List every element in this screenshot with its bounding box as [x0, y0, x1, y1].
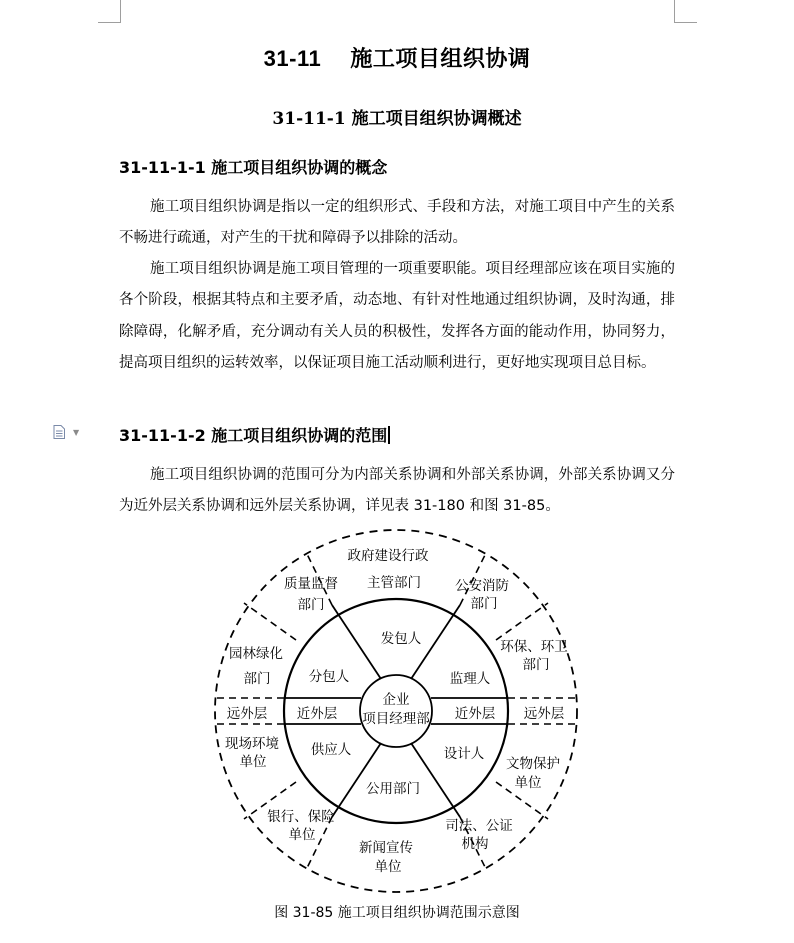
- chapter-title: 31-11 施工项目组织协调: [263, 46, 531, 71]
- outer-label-bottom-right-line2: 机构: [461, 836, 489, 852]
- inner-label-bottom: 公用部门: [366, 781, 420, 797]
- subsection-title-concept: 31-11-1-1 施工项目组织协调的概念: [119, 158, 388, 177]
- paragraph-concept-1: 施工项目组织协调是指以一定的组织形式、手段和方法，对施工项目中产生的关系不畅进行疏通，对产生的干扰和障碍予以排除的活动。: [119, 199, 675, 247]
- paragraph-concept-2: 施工项目组织协调是施工项目管理的一项重要职能。项目经理部应该在项目实施的各个阶段，根据其特点和主要矛盾，动态地、有针对性地通过组织协调，及时沟通，排除障碍，化解矛盾，充分调动有关人员的积极性，发挥各方面的能动作用，协同努力，提高项目组织的运转效率，以保证项目施工活动顺利进行，更好地实现项目总目标。: [119, 261, 675, 371]
- outer-label-left-upper-line1: 园林绿化: [229, 646, 283, 662]
- outer-label-bottom-left-line2: 单位: [288, 827, 316, 843]
- outer-label-left: 远外层: [226, 706, 268, 722]
- outer-label-bottom-line2: 单位: [374, 859, 402, 875]
- outer-label-top-right-line1: 公安消防: [455, 578, 509, 594]
- outer-label-top-line2: 主管部门: [367, 575, 421, 591]
- outer-label-top-left-line1: 质量监督: [284, 576, 338, 592]
- outer-label-left-lower-line2: 单位: [239, 754, 267, 770]
- outer-label-bottom-right-line1: 司法、公证: [445, 818, 513, 834]
- outer-label-right-lower-line1: 文物保护: [506, 756, 560, 772]
- inner-label-lower-right: 设计人: [443, 746, 485, 762]
- outer-label-right: 远外层: [523, 706, 565, 722]
- chevron-down-icon[interactable]: ▼: [73, 428, 80, 437]
- inner-label-top: 发包人: [380, 631, 422, 647]
- outer-label-right-upper-line2: 部门: [522, 657, 550, 673]
- inner-label-right: 近外层: [454, 706, 496, 722]
- inner-label-left: 近外层: [296, 706, 338, 722]
- inner-label-lower-left: 供应人: [310, 742, 352, 758]
- center-label-line2: 项目经理部: [362, 711, 430, 727]
- outer-label-right-upper-line1: 环保、环卫: [500, 639, 568, 655]
- outer-label-right-lower-line2: 单位: [514, 775, 542, 791]
- inner-label-upper-right: 监理人: [449, 671, 491, 687]
- outer-label-bottom-line1: 新闻宣传: [359, 840, 413, 856]
- outer-label-bottom-left-line1: 银行、保险: [267, 809, 335, 825]
- outer-label-top-left-line2: 部门: [297, 597, 325, 613]
- outer-label-left-upper-line2: 部门: [243, 671, 271, 687]
- subsection-title-scope-text: 31-11-1-2 施工项目组织协调的范围: [119, 426, 388, 445]
- center-label-line1: 企业: [382, 692, 410, 708]
- section-title: 31-11-1 施工项目组织协调概述: [272, 109, 522, 129]
- outer-label-top-right-line2: 部门: [470, 596, 498, 612]
- outer-label-top-line1: 政府建设行政: [347, 548, 429, 564]
- paragraph-scope-1: 施工项目组织协调的范围可分为内部关系协调和外部关系协调，外部关系协调又分为近外层关系协调和远外层关系协调，详见表 31-180 和图 31-85。: [119, 467, 675, 515]
- figure-caption: 图 31-85 施工项目组织协调范围示意图: [274, 905, 520, 921]
- inner-label-upper-left: 分包人: [308, 669, 350, 685]
- outer-label-left-lower-line1: 现场环境: [225, 736, 279, 752]
